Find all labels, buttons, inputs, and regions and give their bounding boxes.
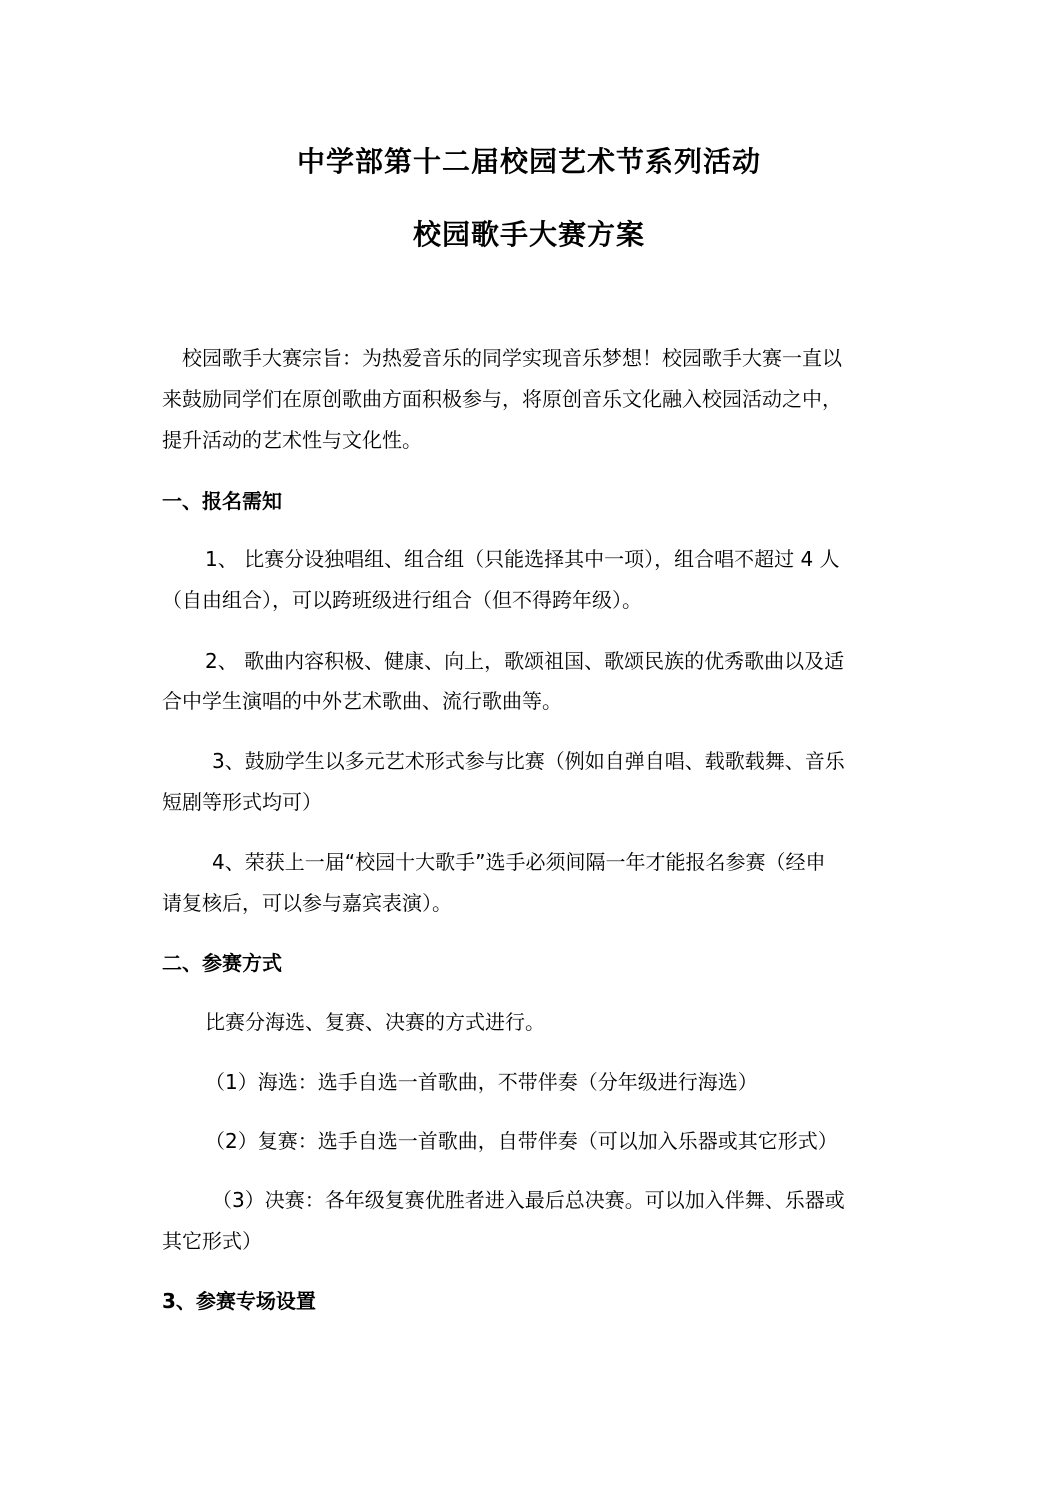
- registration-item-3-line-1: 3、鼓励学生以多元艺术形式参与比赛（例如自弹自唱、载歌载舞、音乐: [212, 749, 845, 773]
- intro-line-3: 提升活动的艺术性与文化性。: [162, 428, 422, 452]
- registration-item-3-line-2: 短剧等形式均可）: [162, 790, 322, 814]
- registration-item-2-line-2: 合中学生演唱的中外艺术歌曲、流行歌曲等。: [162, 689, 562, 713]
- registration-item-4-line-2: 请复核后，可以参与嘉宾表演）。: [162, 891, 452, 915]
- format-lead: 比赛分海选、复赛、决赛的方式进行。: [205, 1010, 545, 1034]
- format-round-3-line-1: （3）决赛：各年级复赛优胜者进入最后总决赛。可以加入伴舞、乐器或: [212, 1188, 845, 1212]
- intro-line-2: 来鼓励同学们在原创歌曲方面积极参与，将原创音乐文化融入校园活动之中，: [162, 387, 842, 411]
- registration-item-1-line-2: （自由组合），可以跨班级进行组合（但不得跨年级）。: [162, 588, 642, 612]
- section-heading-format: 二、参赛方式: [162, 951, 282, 975]
- document-title: 中学部第十二届校园艺术节系列活动: [296, 145, 761, 178]
- registration-item-2-line-1: 2、 歌曲内容积极、健康、向上，歌颂祖国、歌颂民族的优秀歌曲以及适: [205, 649, 845, 673]
- format-round-2: （2）复赛：选手自选一首歌曲，自带伴奏（可以加入乐器或其它形式）: [205, 1129, 838, 1153]
- registration-item-4-line-1: 4、荣获上一届“校园十大歌手”选手必须间隔一年才能报名参赛（经申: [212, 850, 826, 874]
- format-round-1: （1）海选：选手自选一首歌曲，不带伴奏（分年级进行海选）: [205, 1070, 758, 1094]
- section-heading-registration: 一、报名需知: [162, 489, 282, 513]
- registration-item-1-line-1: 1、 比赛分设独唱组、组合组（只能选择其中一项），组合唱不超过 4 人: [205, 547, 840, 571]
- format-round-3-line-2: 其它形式）: [162, 1229, 262, 1253]
- section-heading-venues: 3、参赛专场设置: [162, 1289, 316, 1313]
- document-subtitle: 校园歌手大赛方案: [412, 218, 645, 251]
- intro-line-1: 校园歌手大赛宗旨：为热爱音乐的同学实现音乐梦想！校园歌手大赛一直以: [182, 346, 842, 370]
